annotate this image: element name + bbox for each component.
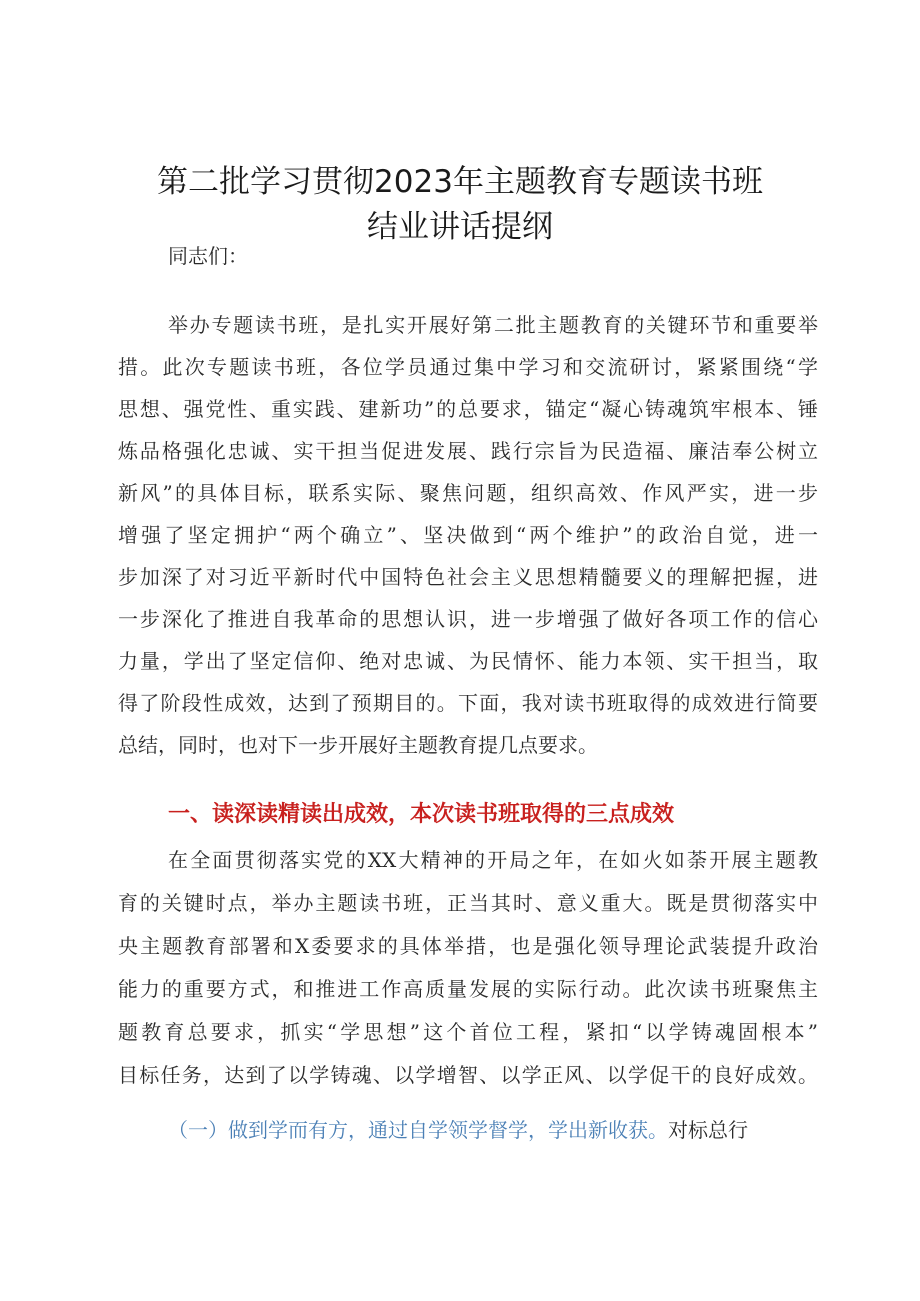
intro-line: 得了阶段性成效，达到了预期目的。下面，我对读书班取得的成效进行简要 (118, 691, 818, 715)
intro-line: 总结，同时，也对下一步开展好主题教育提几点要求。 (118, 733, 598, 757)
intro-line: 增强了坚定拥护“两个确立”、坚决做到“两个维护”的政治自觉，进一 (118, 523, 818, 547)
intro-line: 新风”的具体目标，联系实际、聚焦问题，组织高效、作风严实，进一步 (118, 481, 818, 505)
intro-line: 举办专题读书班，是扎实开展好第二批主题教育的关键环节和重要举 (168, 313, 818, 337)
section-1-line: 央主题教育部署和X委要求的具体举措，也是强化领导理论武装提升政治 (118, 934, 818, 958)
section-1-line: 在全面贯彻落实党的XX大精神的开局之年，在如火如荼开展主题教 (168, 848, 818, 872)
section-1-line: 目标任务，达到了以学铸魂、以学增智、以学正风、以学促干的良好成效。 (118, 1063, 818, 1087)
salutation: 同志们： (168, 244, 248, 268)
intro-line: 步加深了对习近平新时代中国特色社会主义思想精髓要义的理解把握，进 (118, 565, 818, 589)
document-title-line-1: 第二批学习贯彻2023年主题教育专题读书班 (157, 164, 763, 200)
section-1-line: 能力的重要方式，和推进工作高质量发展的实际行动。此次读书班聚焦主 (118, 977, 818, 1001)
document-title-line-2: 结业讲话提纲 (367, 209, 553, 245)
section-1-heading: 一、读深读精读出成效，本次读书班取得的三点成效 (168, 802, 675, 827)
subsection-1-heading: （一）做到学而有方，通过自学领学督学，学出新收获。 (168, 1118, 668, 1142)
intro-line: 思想、强党性、重实践、建新功”的总要求，锚定“凝心铸魂筑牢根本、锤 (118, 397, 818, 421)
section-1-line: 题教育总要求，抓实“学思想”这个首位工程，紧扣“以学铸魂固根本” (118, 1020, 818, 1044)
subsection-1 (168, 1110, 818, 1150)
intro-line: 炼品格强化忠诚、实干担当促进发展、践行宗旨为民造福、廉洁奉公树立 (118, 439, 818, 463)
intro-line: 一步深化了推进自我革命的思想认识，进一步增强了做好各项工作的信心 (118, 607, 818, 631)
subsection-1-text: 对标总行 (668, 1118, 748, 1142)
section-1-line: 育的关键时点，举办主题读书班，正当其时、意义重大。既是贯彻落实中 (118, 891, 818, 915)
intro-line: 力量，学出了坚定信仰、绝对忠诚、为民情怀、能力本领、实干担当，取 (118, 649, 818, 673)
intro-line: 措。此次专题读书班，各位学员通过集中学习和交流研讨，紧紧围绕“学 (118, 355, 818, 379)
